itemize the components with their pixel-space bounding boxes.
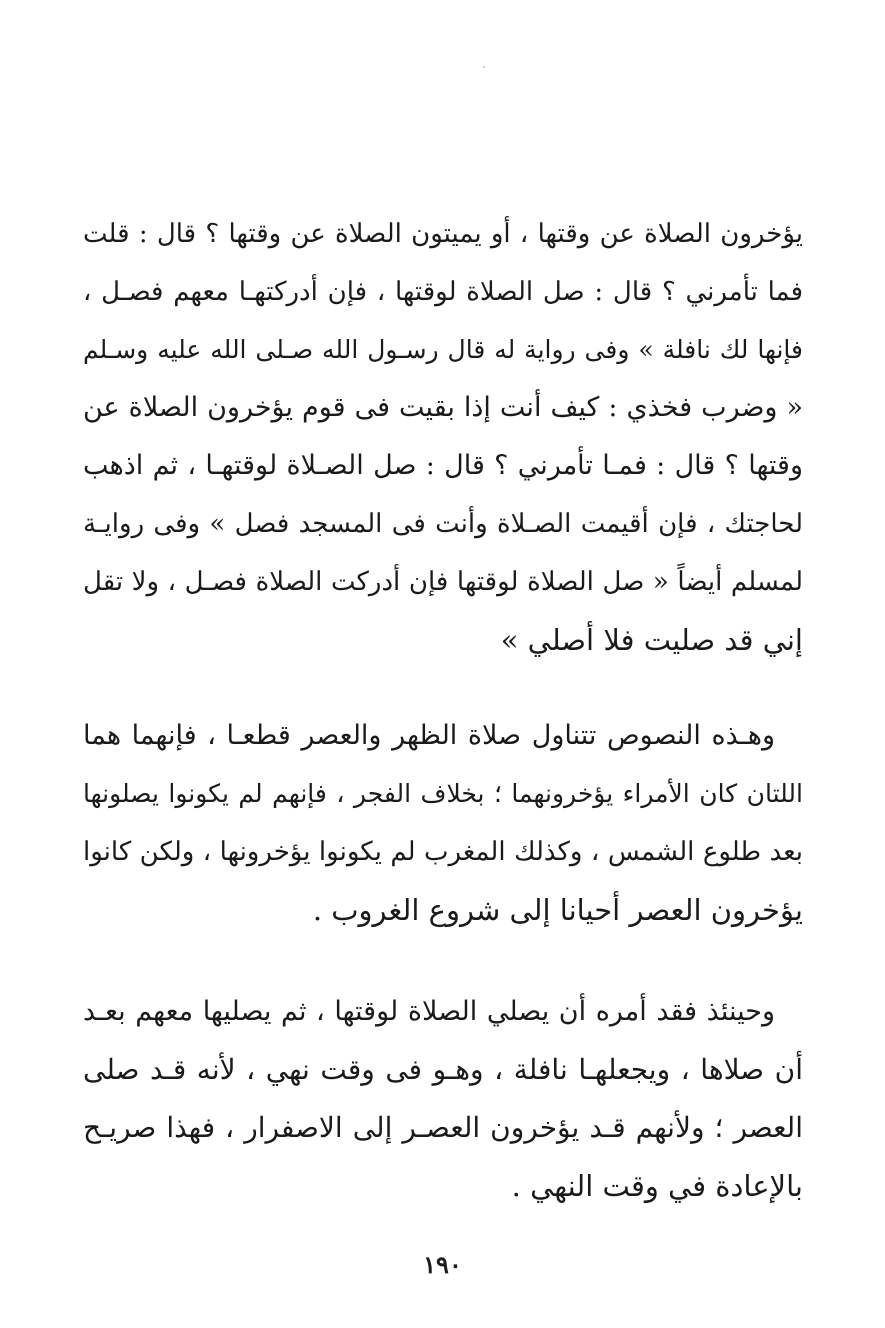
text-line: وقتها ؟ قال : فمـا تأمرني ؟ قال : صل الصـلاة لوقتهـا ، ثم اذهب xyxy=(83,450,803,481)
text-line: « وضرب فخذي : كيف أنت إذا بقيت فى قوم يؤخرون الصلاة عن xyxy=(83,392,803,423)
text-line: اللتان كان الأمراء يؤخرونهما ؛ بخلاف الفجر ، فإنهم لم يكونوا يصلونها xyxy=(83,779,803,808)
text-line: لمسلم أيضاً « صل الصلاة لوقتها فإن أدركت الصلاة فصـل ، ولا تقل xyxy=(83,567,803,597)
text-line: بالإعادة في وقت النهي . xyxy=(511,1169,803,1203)
text-line: وهـذه النصوص تتناول صلاة الظهر والعصر قطعـا ، فإنهما هما xyxy=(83,720,775,751)
text-line: بعد طلوع الشمس ، وكذلك المغرب لم يكونوا يؤخرونها ، ولكن كانوا xyxy=(83,837,803,867)
text-line: لحاجتك ، فإن أقيمت الصـلاة وأنت فى المسجد فصل » وفى روايـة xyxy=(83,509,803,539)
text-line: العصر ؛ ولأنهم قـد يؤخرون العصـر إلى الاصفرار ، فهذا صريـح xyxy=(83,1111,803,1144)
page-number: ١٩٠ xyxy=(423,1250,462,1279)
text-line: يؤخرون العصر أحيانا إلى شروع الغروب . xyxy=(312,893,803,927)
text-line: إني قد صليت فلا أصلي » xyxy=(500,623,803,657)
text-line: وحينئذ فقد أمره أن يصلي الصلاة لوقتها ، ثم يصليها معهم بعـد xyxy=(83,996,775,1027)
text-line: فما تأمرني ؟ قال : صل الصلاة لوقتها ، فإن أدركتهـا معهم فصـل ، xyxy=(83,277,803,307)
text-line: فإنها لك نافلة » وفى رواية له قال رسـول الله صـلى الله عليه وسـلم xyxy=(83,335,803,364)
text-line: أن صلاها ، ويجعلهـا نافلة ، وهـو فى وقت نهي ، لأنه قـد صلى xyxy=(83,1053,803,1086)
scan-speck xyxy=(483,66,485,68)
text-line: يؤخرون الصلاة عن وقتها ، أو يميتون الصلاة عن وقتها ؟ قال : قلت xyxy=(83,219,803,249)
